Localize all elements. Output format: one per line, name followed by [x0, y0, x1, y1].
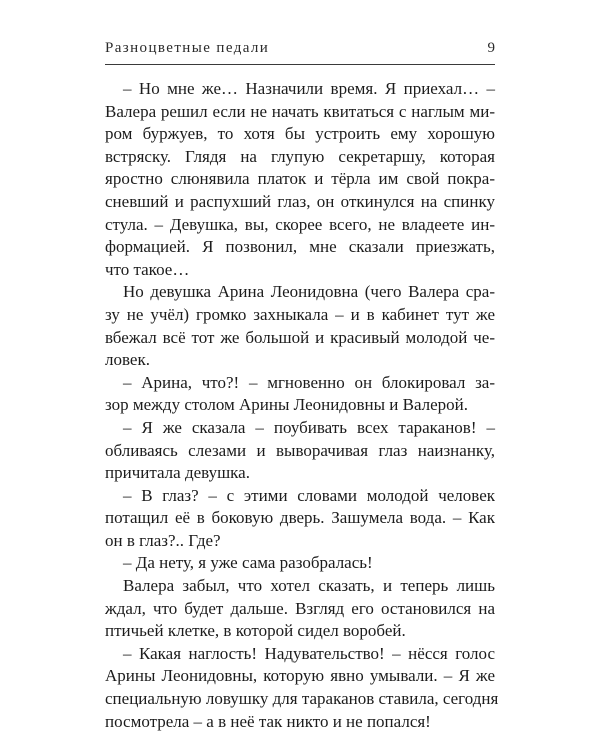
text-line: – В глаз? – с этими словами молодой человек	[123, 485, 495, 505]
text-line: сневший и распухший глаз, он откинулся на спинку	[105, 191, 495, 211]
text-line: Арины Леонидовны, которую явно умывали. – Я же	[105, 666, 495, 686]
running-header	[105, 40, 495, 64]
text-line: встряску. Глядя на глупую секретаршу, которая	[105, 146, 495, 166]
text-line: ждал, что будет дальше. Взгляд его остановился на	[105, 598, 495, 618]
page-number: 9	[487, 40, 495, 56]
text-line: посмотрела – а в неё так никто и не попался!	[105, 711, 431, 731]
text-line: ром буржуев, то хотя бы устроить ему хорошую	[105, 124, 495, 144]
text-line: причитала девушка.	[105, 463, 250, 483]
text-line: стула. – Девушка, вы, скорее всего, не владеете ин-	[105, 214, 495, 234]
text-line: специальную ловушку для тараканов ставила, сегодня	[105, 689, 499, 709]
text-line: – Арина, что?! – мгновенно он блокировал за-	[123, 372, 495, 392]
text-line: – Но мне же… Назначили время. Я приехал… –	[123, 79, 495, 98]
text-line: – Я же сказала – поубивать всех тараканов! –	[123, 417, 495, 437]
text-line: Но девушка Арина Леонидовна (чего Валера сра-	[123, 282, 495, 302]
running-title: Разноцветные педали	[105, 40, 270, 56]
text-line: птичьей клетке, в которой сидел воробей.	[105, 621, 406, 641]
text-line: – Какая наглость! Надувательство! – нёсся голос	[123, 643, 495, 663]
text-line: обливаясь слезами и выворачивая глаз наизнанку,	[105, 440, 495, 460]
text-line: потащил её в боковую дверь. Зашумела вода. – Как	[105, 508, 495, 528]
text-line: зор между столом Арины Леонидовны и Валерой.	[105, 395, 469, 415]
header-rule	[105, 64, 495, 65]
text-line: – Да нету, я уже сама разобралась!	[123, 553, 373, 573]
body-text	[105, 78, 499, 733]
text-line: яростно слюнявила платок и тёрла им свой покра-	[105, 169, 495, 189]
text-line: что такое…	[105, 259, 190, 279]
text-line: вбежал всё тот же большой и красивый молодой че-	[105, 327, 495, 347]
text-line: он в глаз?.. Где?	[105, 530, 221, 550]
text-line: Валера решил если не начать квитаться с наглым ми-	[105, 101, 495, 121]
text-line: формацией. Я позвонил, мне сказали приезжать,	[105, 237, 495, 257]
text-line: зу не учёл) громко захныкала – и в кабинет тут же	[105, 304, 495, 324]
text-line: ловек.	[105, 350, 150, 370]
text-line: Валера забыл, что хотел сказать, и теперь лишь	[123, 576, 495, 596]
